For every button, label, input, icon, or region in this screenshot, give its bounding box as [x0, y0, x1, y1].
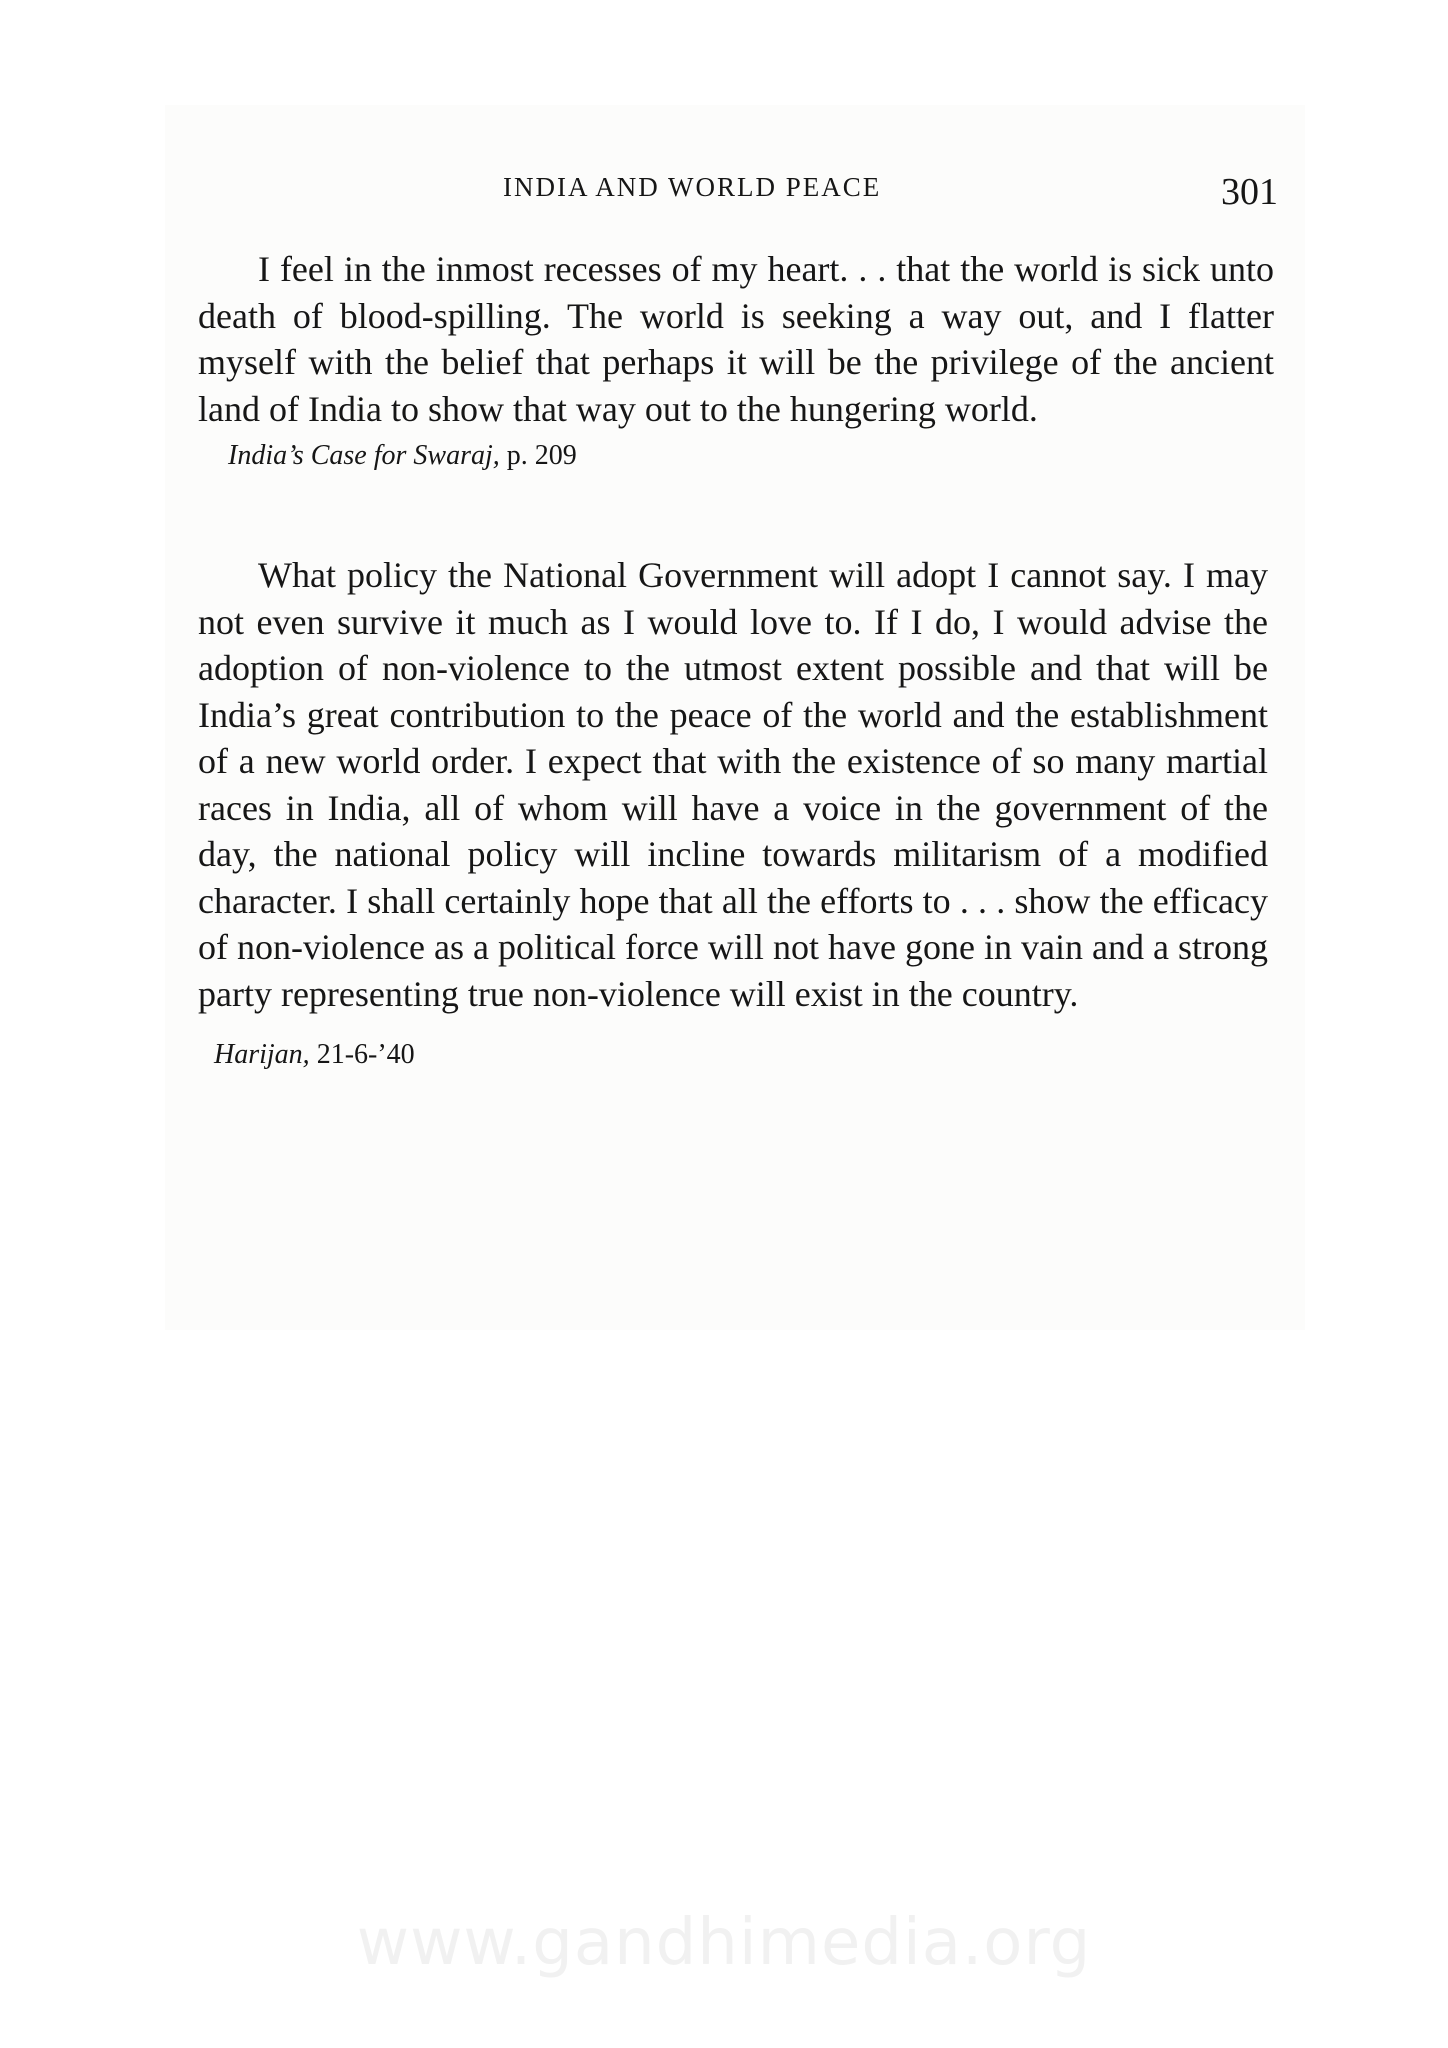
- passage-1: [198, 246, 1274, 472]
- passage-1-source-title: India’s Case for Swaraj,: [228, 440, 500, 471]
- passage-1-source-ref: p. 209: [499, 440, 577, 471]
- passage-2-source-title: Harijan,: [214, 1039, 310, 1070]
- running-head: INDIA AND WORLD PEACE: [503, 172, 882, 202]
- passage-1-text: I feel in the inmost recesses of my heart. . . that the world is sick unto death of blood-spilling. The world is seeking a way out, and I flatter myself with the belief that perhaps it will be the privilege of the ancient land of India to show that way out to the hungering world.: [198, 249, 1274, 429]
- watermark: www.gandhimedia.org: [356, 1906, 1092, 1980]
- passage-1-source: [228, 440, 1274, 472]
- page-number: 301: [1221, 171, 1278, 213]
- passage-2-text: What policy the National Government will adopt I cannot say. I may not even survive it much as I would love to. If I do, I would advise the adoption of non-violence to the utmost extent possible and that will be India’s great contribution to the peace of the world and the establishment of a new world order. I expect that with the existence of so many martial races in India, all of whom will have a voice in the government of the day, the national policy will incline towards militarism of a modified character. I shall certainly hope that all the efforts to . . . show the efficacy of non-violence as a political force will not have gone in vain and a strong party representing true non-violence will exist in the country.: [198, 555, 1268, 1014]
- passage-2-source-ref: 21-6-’40: [309, 1039, 415, 1070]
- passage-2-source: [214, 1039, 1268, 1071]
- passage-2: [198, 552, 1268, 1071]
